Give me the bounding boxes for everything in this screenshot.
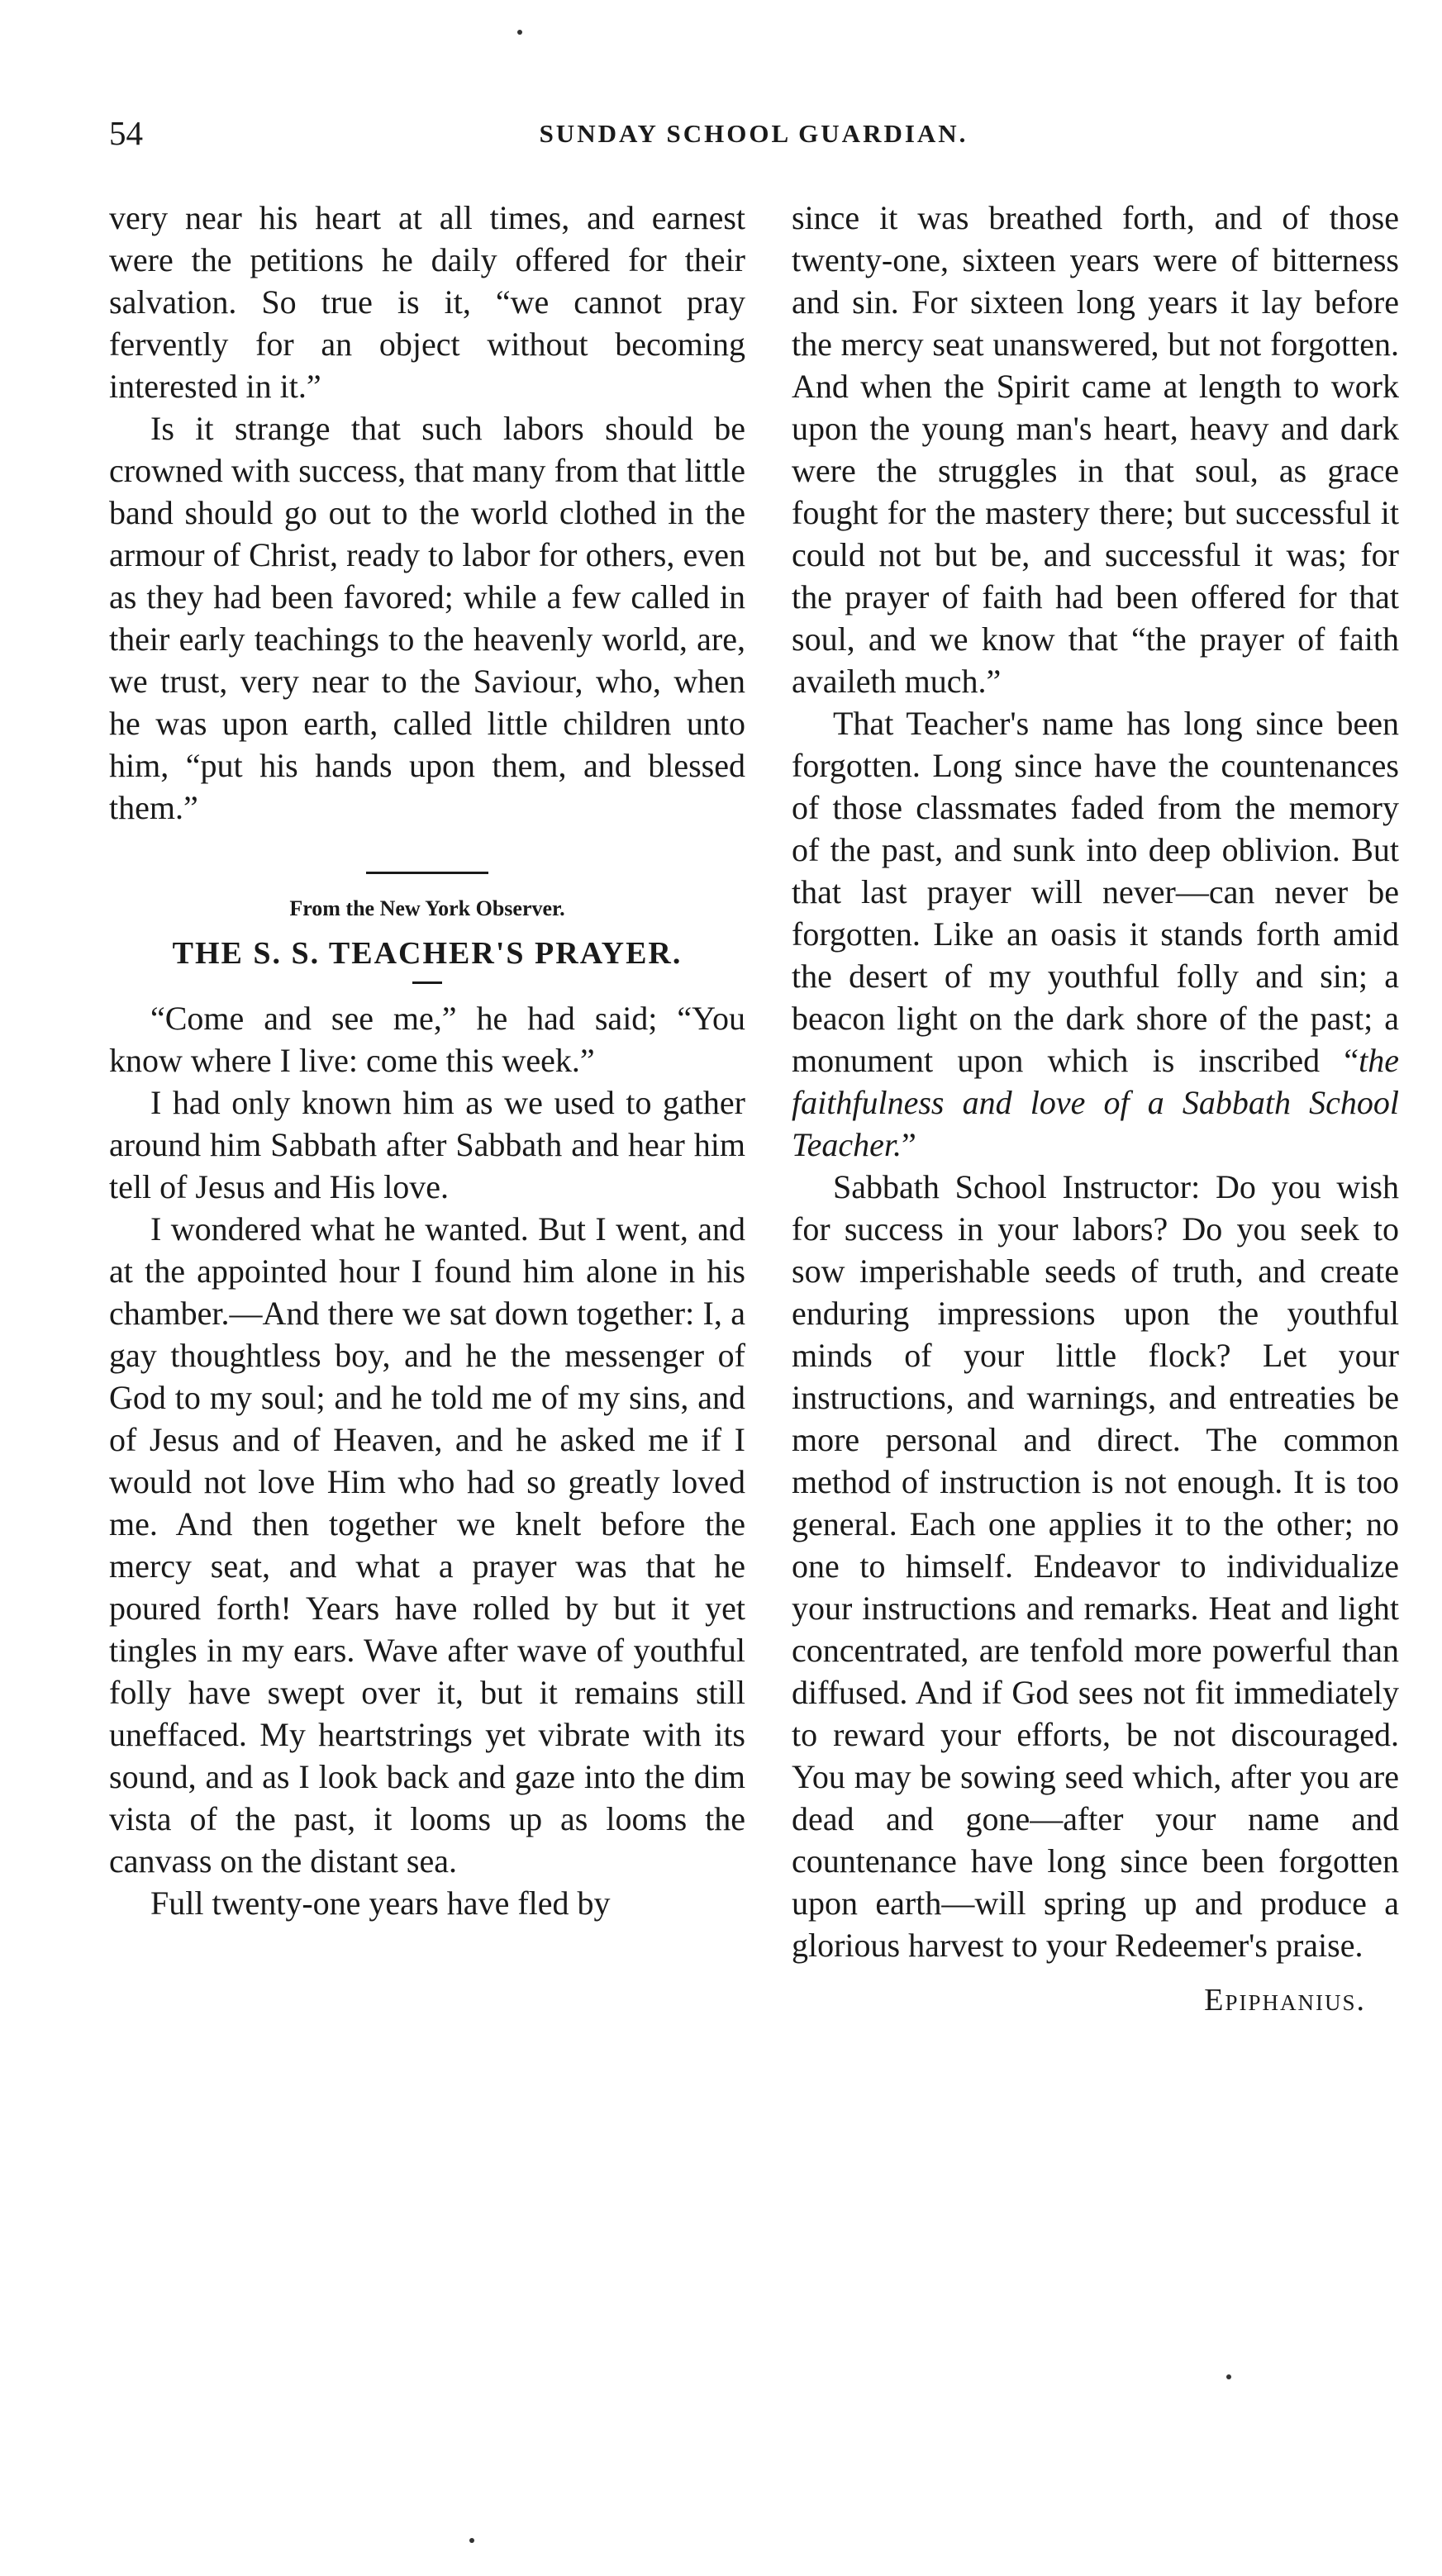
title-divider xyxy=(412,981,442,984)
paragraph: Full twenty-one years have fled by xyxy=(150,1884,611,1922)
section-divider xyxy=(366,872,488,874)
page-number: 54 xyxy=(109,114,143,152)
paragraph: I wondered what he wanted. But I went, and at the appointed hour I found him alone in his chamber.—And there we sat down together: I, a gay thoughtless boy, and he the messenger of God to my soul; and he told me of my sins, and of Jesus and of Heaven, and he asked me if I would not love Him who had so greatly loved me. And then together we knelt before the mercy seat, and what a prayer was that he poured forth! Years have rolled by but it yet tingles in my ears. Wave after wave of youthful folly have swept over it, but it remains still uneffaced. My heartstrings yet vibrate with its sound, and as I look back and gaze into the dim vista of the past, it looms up as looms the canvass on the distant sea. xyxy=(109,1210,745,1880)
paragraph: very near his heart at all times, and earnest were the petitions he daily offered for their salvation. So true is it, “we cannot pray fervently for an object without becoming interested in it.” xyxy=(109,199,745,405)
page-header xyxy=(109,112,1398,162)
author-signature: Epiphanius. xyxy=(1204,1983,1366,2018)
source-credit: From the New York Observer. xyxy=(289,896,565,920)
ink-speck xyxy=(1226,2374,1231,2379)
running-head: SUNDAY SCHOOL GUARDIAN. xyxy=(539,119,968,148)
ink-speck xyxy=(517,30,522,35)
paragraph-text: That Teacher's name has long since been forgotten. Long since have the countenances of those classmates faded from the memory of the past, and sunk into deep oblivion. But that last prayer will never—can never be forgotten. Like an oasis it stands forth amid the desert of my youthful folly and sin; a beacon light on the dark shore of the past; a monument upon which is inscribed “ xyxy=(792,705,1399,1079)
paragraph xyxy=(792,702,1399,1166)
paragraph: “Come and see me,” he had said; “You know where I live: come this week.” xyxy=(109,1000,745,1079)
left-column xyxy=(109,197,745,1924)
paragraph: since it was breathed forth, and of those twenty-one, sixteen years were of bitterness and sin. For sixteen long years it lay before the mercy seat unanswered, but not forgotten. And when the Spirit came at length to work upon the young man's heart, heavy and dark were the struggles in that soul, as grace fought for the mastery there; but successful it could not but be, and successful it was; for the prayer of faith had been offered for that soul, and we know that “the prayer of faith availeth much.” xyxy=(792,199,1399,700)
ink-speck xyxy=(469,2538,474,2543)
closing-quote: ” xyxy=(901,1126,916,1163)
article-title: THE S. S. TEACHER'S PRAYER. xyxy=(172,936,683,971)
paragraph: I had only known him as we used to gather around him Sabbath after Sabbath and hear him tell of Jesus and His love. xyxy=(109,1084,745,1205)
inscription-italic: the faithfulness and love of a Sabbath School Teacher. xyxy=(792,1042,1399,1163)
paragraph: Is it strange that such labors should be crowned with success, that many from that little band should go out to the world clothed in the armour of Christ, ready to labor for others, even as they had been favored; while a few called in their early teachings to the heavenly world, are, we trust, very near to the Saviour, who, when he was upon earth, called little children unto him, “put his hands upon them, and blessed them.” xyxy=(109,410,745,826)
paragraph: Sabbath School Instructor: Do you wish for success in your labors? Do you seek to sow imperishable seeds of truth, and create enduring impressions upon the youthful minds of your little flock? Let your instructions, and warnings, and entreaties be more personal and direct. The common method of instruction is not enough. It is too general. Each one applies it to the other; no one to himself. Endeavor to individualize your instructions and remarks. Heat and light concentrated, are tenfold more powerful than diffused. And if God sees not fit immediately to reward your efforts, be not discouraged. You may be sowing seed which, after you are dead and gone—after your name and countenance have long since been forgotten upon earth—will spring up and produce a glorious harvest to your Redeemer's praise. xyxy=(792,1168,1399,1964)
right-column xyxy=(792,197,1399,2022)
